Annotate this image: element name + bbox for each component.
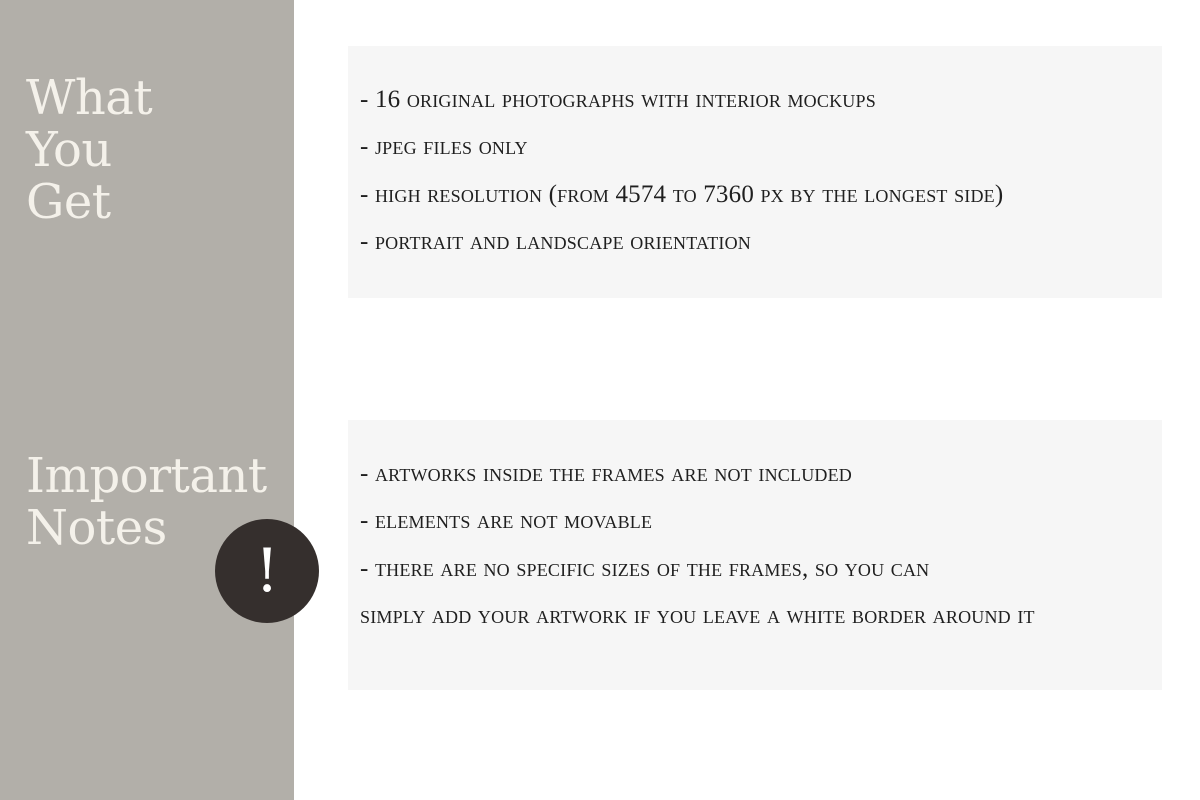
heading-line: Notes [26,500,167,556]
list-item: - artworks inside the frames are not included [360,460,852,487]
list-item: - there are no specific sizes of the frames, so you can [360,554,930,582]
what-you-get-panel [348,46,1162,298]
exclamation-mark: ! [254,536,280,606]
list-item: - elements are not movable [360,507,653,535]
heading-line: You [26,122,112,178]
list-item: - portrait and landscape orientation [360,228,751,256]
important-notes-list [360,450,1158,640]
what-you-get-heading [26,72,152,228]
what-you-get-list [360,76,1158,266]
exclamation-icon [215,519,319,623]
list-item: - high resolution (from 4574 to 7360 px by the longest side) [360,180,1004,208]
heading-line: Get [26,174,111,230]
list-item: - 16 original photographs with interior mockups [360,86,876,113]
heading-line: What [26,70,153,126]
important-notes-panel [348,420,1162,690]
list-item: - jpeg files only [360,133,528,161]
list-item: simply add your artwork if you leave a white border around it [360,602,1035,630]
heading-line: Important [26,448,267,504]
